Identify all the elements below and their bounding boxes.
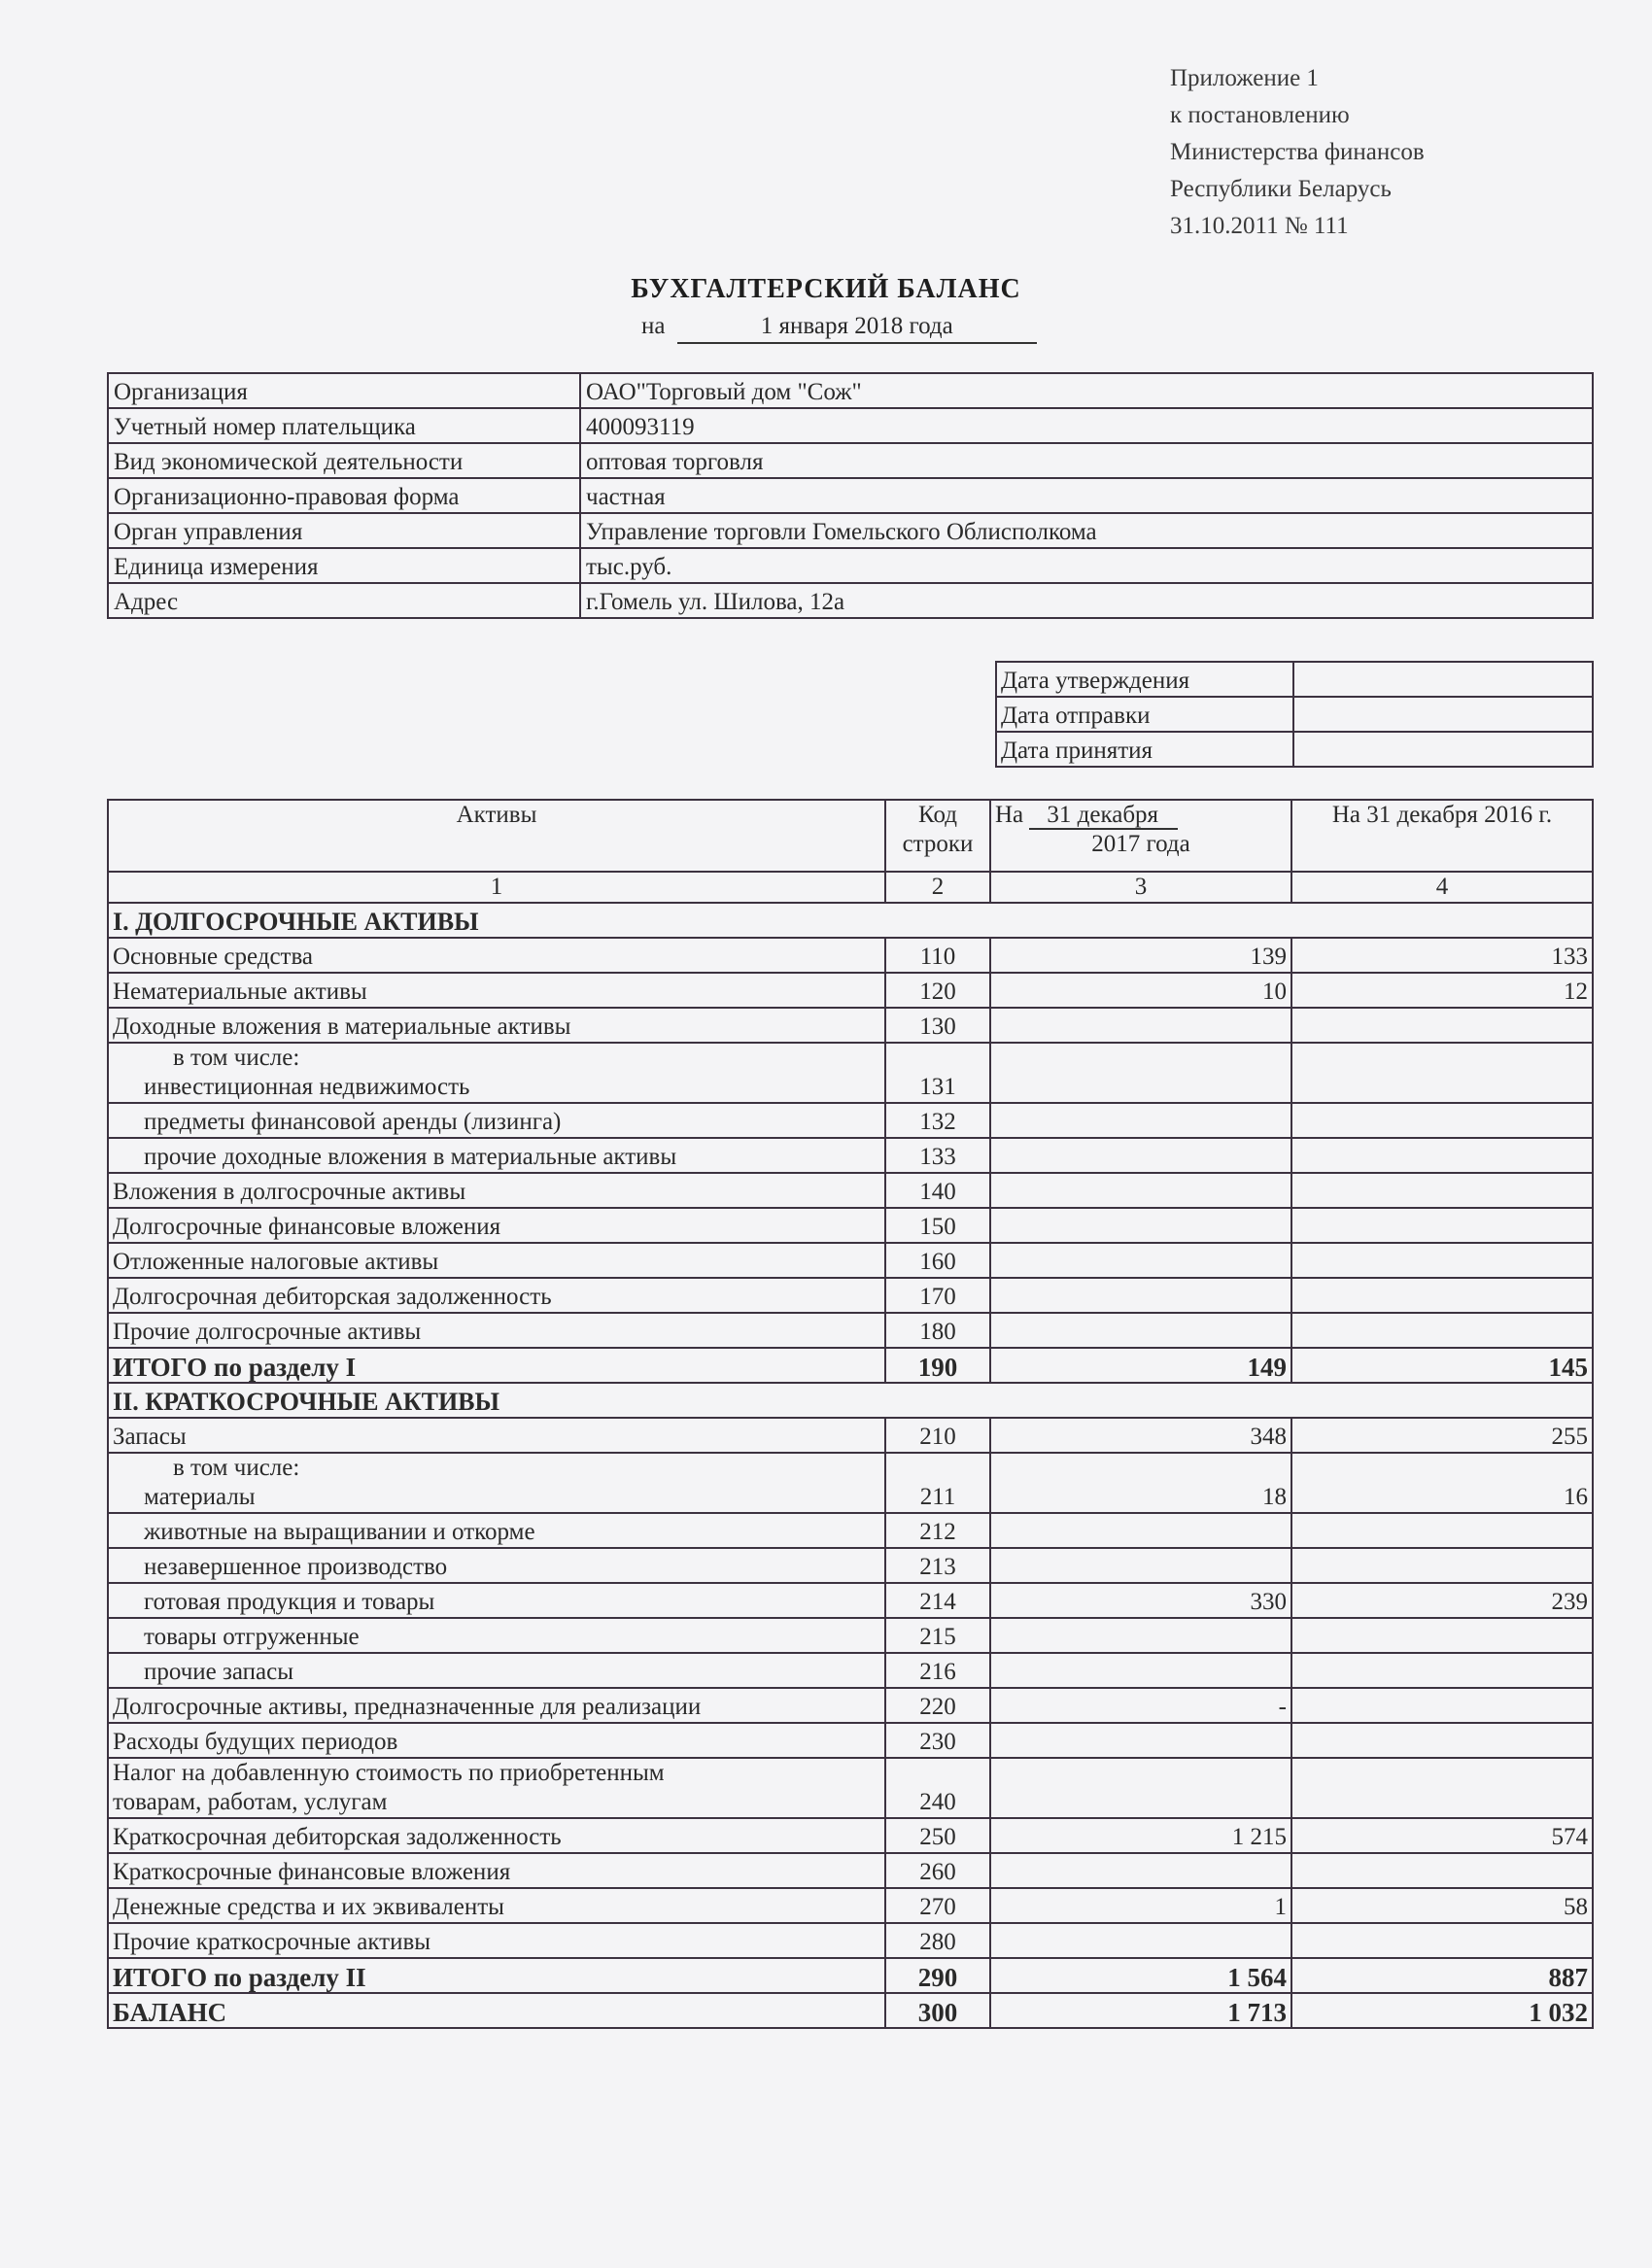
row-name-cell xyxy=(108,1923,885,1958)
table-row xyxy=(108,1043,1593,1103)
info-row xyxy=(108,443,1593,478)
row-value-2016 xyxy=(1291,1243,1593,1278)
table-row xyxy=(108,1138,1593,1173)
info-row xyxy=(108,583,1593,618)
row-value-2017 xyxy=(990,1618,1291,1653)
info-label: Учетный номер плательщика xyxy=(108,408,580,443)
row-value-2016 xyxy=(1291,1548,1593,1583)
column-number-row xyxy=(108,872,1593,903)
header-2017-year: 2017 года xyxy=(1091,831,1190,857)
row-value-2016 xyxy=(1291,1853,1593,1888)
row-code: 120 xyxy=(885,973,990,1008)
table-row xyxy=(108,1208,1593,1243)
row-value-2016: 574 xyxy=(1291,1818,1593,1853)
row-name-cell xyxy=(108,1993,885,2028)
row-code: 300 xyxy=(885,1993,990,2028)
column-number: 3 xyxy=(990,872,1291,903)
row-value-2017 xyxy=(990,1313,1291,1348)
document-title: БУХГАЛТЕРСКИЙ БАЛАНС xyxy=(631,274,1021,304)
row-name: незавершенное производство xyxy=(144,1554,448,1580)
row-value-2017 xyxy=(990,1173,1291,1208)
info-row xyxy=(108,513,1593,548)
row-value-2016: 16 xyxy=(1291,1453,1593,1513)
row-name: Долгосрочные активы, предназначенные для реализации xyxy=(113,1694,702,1720)
table-row xyxy=(108,1173,1593,1208)
row-name: ИТОГО по разделу II xyxy=(113,1963,366,1992)
row-name: Краткосрочные финансовые вложения xyxy=(113,1859,511,1885)
row-name-cell xyxy=(108,1138,885,1173)
row-value-2016 xyxy=(1291,1653,1593,1688)
row-name: Денежные средства и их эквиваленты xyxy=(113,1894,504,1920)
balance-assets-table xyxy=(107,799,1594,2029)
row-name: Основные средства xyxy=(113,944,314,970)
report-date-line xyxy=(641,313,1037,344)
date-label: Дата отправки xyxy=(996,697,1293,732)
row-name-cell xyxy=(108,1313,885,1348)
table-row xyxy=(108,1888,1593,1923)
header-2016: На 31 декабря 2016 г. xyxy=(1291,800,1593,872)
row-name-cell xyxy=(108,1208,885,1243)
row-value-2017 xyxy=(990,1138,1291,1173)
row-value-2016: 887 xyxy=(1291,1958,1593,1993)
date-value xyxy=(1293,662,1593,697)
row-value-2017: 1 xyxy=(990,1888,1291,1923)
row-value-2017 xyxy=(990,1208,1291,1243)
row-name-cell xyxy=(108,1243,885,1278)
header-2017-date: 31 декабря xyxy=(1029,802,1178,830)
date-prefix: на xyxy=(641,313,666,339)
row-name-cell xyxy=(108,1688,885,1723)
info-value: частная xyxy=(580,478,1593,513)
header-2017 xyxy=(990,800,1291,872)
row-value-2016 xyxy=(1291,1208,1593,1243)
appendix-note xyxy=(1170,60,1425,245)
row-value-2017: 1 215 xyxy=(990,1818,1291,1853)
row-code: 290 xyxy=(885,1958,990,1993)
report-date: 1 января 2018 года xyxy=(677,313,1037,344)
header-code-line1: Код xyxy=(918,802,957,828)
row-value-2016 xyxy=(1291,1758,1593,1818)
table-row xyxy=(108,1243,1593,1278)
row-code: 250 xyxy=(885,1818,990,1853)
info-row xyxy=(108,548,1593,583)
column-number: 2 xyxy=(885,872,990,903)
row-name: Вложения в долгосрочные активы xyxy=(113,1179,466,1205)
table-row xyxy=(108,1853,1593,1888)
row-name: инвестиционная недвижимость xyxy=(144,1074,470,1100)
row-value-2016 xyxy=(1291,1513,1593,1548)
row-code: 270 xyxy=(885,1888,990,1923)
row-value-2016 xyxy=(1291,1103,1593,1138)
row-value-2016 xyxy=(1291,1723,1593,1758)
row-name-cell xyxy=(108,1043,885,1103)
row-value-2016 xyxy=(1291,1173,1593,1208)
row-value-2017 xyxy=(990,1653,1291,1688)
table-row xyxy=(108,973,1593,1008)
date-label: Дата утверждения xyxy=(996,662,1293,697)
info-label: Единица измерения xyxy=(108,548,580,583)
appendix-line: к постановлению xyxy=(1170,102,1350,128)
table-row xyxy=(108,1348,1593,1383)
row-value-2016 xyxy=(1291,1618,1593,1653)
row-name: материалы xyxy=(144,1484,256,1510)
info-value: тыс.руб. xyxy=(580,548,1593,583)
organization-info-table xyxy=(107,372,1594,619)
row-value-2017 xyxy=(990,1923,1291,1958)
row-code: 130 xyxy=(885,1008,990,1043)
header-code-line2: строки xyxy=(902,831,974,857)
row-value-2016: 1 032 xyxy=(1291,1993,1593,2028)
table-row xyxy=(108,1923,1593,1958)
row-name: ИТОГО по разделу I xyxy=(113,1353,357,1382)
row-name-cell xyxy=(108,1548,885,1583)
info-value: Управление торговли Гомельского Облисполкома xyxy=(580,513,1593,548)
info-row xyxy=(108,478,1593,513)
row-code: 240 xyxy=(885,1758,990,1818)
row-code: 140 xyxy=(885,1173,990,1208)
table-row xyxy=(108,1758,1593,1818)
row-name: прочие доходные вложения в материальные активы xyxy=(144,1144,677,1170)
row-value-2017 xyxy=(990,1243,1291,1278)
row-name: Долгосрочные финансовые вложения xyxy=(113,1214,501,1240)
row-value-2017: 348 xyxy=(990,1418,1291,1453)
row-code: 230 xyxy=(885,1723,990,1758)
row-code: 213 xyxy=(885,1548,990,1583)
info-value: ОАО"Торговый дом "Сож" xyxy=(580,373,1593,408)
row-name-cell xyxy=(108,1418,885,1453)
row-name: Прочие долгосрочные активы xyxy=(113,1319,422,1345)
row-name-cell xyxy=(108,938,885,973)
row-value-2016: 133 xyxy=(1291,938,1593,973)
row-name-cell xyxy=(108,1278,885,1313)
row-value-2017 xyxy=(990,1758,1291,1818)
row-value-2017 xyxy=(990,1103,1291,1138)
row-code: 190 xyxy=(885,1348,990,1383)
row-name: Краткосрочная дебиторская задолженность xyxy=(113,1824,562,1850)
date-row xyxy=(996,732,1593,767)
row-value-2016 xyxy=(1291,1138,1593,1173)
info-label: Орган управления xyxy=(108,513,580,548)
row-code: 160 xyxy=(885,1243,990,1278)
row-name-cell xyxy=(108,1758,885,1818)
table-header-row xyxy=(108,800,1593,872)
row-value-2017 xyxy=(990,1513,1291,1548)
row-code: 220 xyxy=(885,1688,990,1723)
row-code: 131 xyxy=(885,1043,990,1103)
row-name: Доходные вложения в материальные активы xyxy=(113,1014,571,1040)
info-row xyxy=(108,408,1593,443)
row-name: Отложенные налоговые активы xyxy=(113,1249,439,1275)
row-intro: в том числе: xyxy=(173,1455,300,1481)
row-code: 280 xyxy=(885,1923,990,1958)
row-code: 133 xyxy=(885,1138,990,1173)
row-value-2016 xyxy=(1291,1688,1593,1723)
row-name: Нематериальные активы xyxy=(113,979,367,1005)
column-number: 1 xyxy=(108,872,885,903)
row-name-cell xyxy=(108,1583,885,1618)
row-value-2016 xyxy=(1291,1313,1593,1348)
row-value-2016: 58 xyxy=(1291,1888,1593,1923)
row-name-cell xyxy=(108,1818,885,1853)
row-name: прочие запасы xyxy=(144,1659,294,1685)
row-value-2016 xyxy=(1291,1008,1593,1043)
table-row xyxy=(108,1618,1593,1653)
table-row xyxy=(108,1688,1593,1723)
section-header-row xyxy=(108,1383,1593,1418)
row-value-2017 xyxy=(990,1008,1291,1043)
row-code: 216 xyxy=(885,1653,990,1688)
row-value-2017 xyxy=(990,1278,1291,1313)
row-name: готовая продукция и товары xyxy=(144,1589,435,1615)
row-code: 170 xyxy=(885,1278,990,1313)
table-row xyxy=(108,1513,1593,1548)
date-label: Дата принятия xyxy=(996,732,1293,767)
row-name: БАЛАНС xyxy=(113,1998,227,2027)
row-name-cell xyxy=(108,1103,885,1138)
row-name-cell xyxy=(108,973,885,1008)
row-value-2017: - xyxy=(990,1688,1291,1723)
row-name-cell xyxy=(108,1348,885,1383)
table-row xyxy=(108,1958,1593,1993)
date-row xyxy=(996,697,1593,732)
row-code: 211 xyxy=(885,1453,990,1513)
table-row xyxy=(108,1653,1593,1688)
table-row xyxy=(108,1818,1593,1853)
row-name-cell xyxy=(108,1853,885,1888)
info-label: Вид экономической деятельности xyxy=(108,443,580,478)
dates-table xyxy=(995,661,1594,768)
row-value-2017 xyxy=(990,1548,1291,1583)
row-name: предметы финансовой аренды (лизинга) xyxy=(144,1109,562,1135)
appendix-line: Приложение 1 xyxy=(1170,65,1319,91)
row-name: Прочие краткосрочные активы xyxy=(113,1929,431,1955)
column-number: 4 xyxy=(1291,872,1593,903)
table-row xyxy=(108,938,1593,973)
section-title: I. ДОЛГОСРОЧНЫЕ АКТИВЫ xyxy=(108,903,1593,938)
row-code: 260 xyxy=(885,1853,990,1888)
row-value-2017: 139 xyxy=(990,938,1291,973)
appendix-line: Республики Беларусь xyxy=(1170,176,1392,202)
row-name-cell xyxy=(108,1618,885,1653)
date-row xyxy=(996,662,1593,697)
row-value-2016 xyxy=(1291,1278,1593,1313)
row-code: 215 xyxy=(885,1618,990,1653)
section-title: II. КРАТКОСРОЧНЫЕ АКТИВЫ xyxy=(108,1383,1593,1418)
header-assets: Активы xyxy=(108,800,885,872)
date-value xyxy=(1293,697,1593,732)
table-row xyxy=(108,1103,1593,1138)
table-row xyxy=(108,1993,1593,2028)
info-label: Организационно-правовая форма xyxy=(108,478,580,513)
row-value-2017 xyxy=(990,1043,1291,1103)
row-name-cell xyxy=(108,1653,885,1688)
row-code: 180 xyxy=(885,1313,990,1348)
row-name: Запасы xyxy=(113,1424,187,1450)
row-code: 214 xyxy=(885,1583,990,1618)
row-value-2017: 10 xyxy=(990,973,1291,1008)
row-name-cell xyxy=(108,1958,885,1993)
row-value-2017 xyxy=(990,1853,1291,1888)
table-row xyxy=(108,1583,1593,1618)
row-value-2017: 149 xyxy=(990,1348,1291,1383)
row-name-cell xyxy=(108,1723,885,1758)
row-value-2017: 18 xyxy=(990,1453,1291,1513)
table-row xyxy=(108,1453,1593,1513)
row-code: 212 xyxy=(885,1513,990,1548)
table-row xyxy=(108,1418,1593,1453)
table-row xyxy=(108,1723,1593,1758)
header-code xyxy=(885,800,990,872)
section-header-row xyxy=(108,903,1593,938)
row-name-cell xyxy=(108,1513,885,1548)
appendix-line: Министерства финансов xyxy=(1170,139,1425,165)
info-label: Организация xyxy=(108,373,580,408)
row-value-2016 xyxy=(1291,1923,1593,1958)
row-value-2016: 145 xyxy=(1291,1348,1593,1383)
row-name: животные на выращивании и откорме xyxy=(144,1519,535,1545)
row-code: 150 xyxy=(885,1208,990,1243)
info-row xyxy=(108,373,1593,408)
info-value: оптовая торговля xyxy=(580,443,1593,478)
row-name-cell xyxy=(108,1888,885,1923)
row-value-2017: 330 xyxy=(990,1583,1291,1618)
table-row xyxy=(108,1008,1593,1043)
row-name-line1: Налог на добавленную стоимость по приобретенным xyxy=(113,1760,665,1786)
row-name: товарам, работам, услугам xyxy=(113,1789,388,1815)
header-2017-prefix: На xyxy=(995,802,1024,828)
row-value-2016: 255 xyxy=(1291,1418,1593,1453)
row-intro: в том числе: xyxy=(173,1045,300,1071)
row-code: 132 xyxy=(885,1103,990,1138)
row-value-2016: 12 xyxy=(1291,973,1593,1008)
date-value xyxy=(1293,732,1593,767)
info-label: Адрес xyxy=(108,583,580,618)
appendix-line: 31.10.2011 № 111 xyxy=(1170,213,1349,239)
row-value-2017: 1 564 xyxy=(990,1958,1291,1993)
info-value: г.Гомель ул. Шилова, 12а xyxy=(580,583,1593,618)
row-code: 110 xyxy=(885,938,990,973)
table-row xyxy=(108,1278,1593,1313)
row-value-2017: 1 713 xyxy=(990,1993,1291,2028)
row-name: Расходы будущих периодов xyxy=(113,1729,398,1755)
row-value-2017 xyxy=(990,1723,1291,1758)
row-value-2016 xyxy=(1291,1043,1593,1103)
row-code: 210 xyxy=(885,1418,990,1453)
table-row xyxy=(108,1548,1593,1583)
row-name: Долгосрочная дебиторская задолженность xyxy=(113,1284,552,1310)
table-row xyxy=(108,1313,1593,1348)
row-name-cell xyxy=(108,1173,885,1208)
row-name-cell xyxy=(108,1008,885,1043)
info-value: 400093119 xyxy=(580,408,1593,443)
row-name-cell xyxy=(108,1453,885,1513)
row-name: товары отгруженные xyxy=(144,1624,360,1650)
row-value-2016: 239 xyxy=(1291,1583,1593,1618)
